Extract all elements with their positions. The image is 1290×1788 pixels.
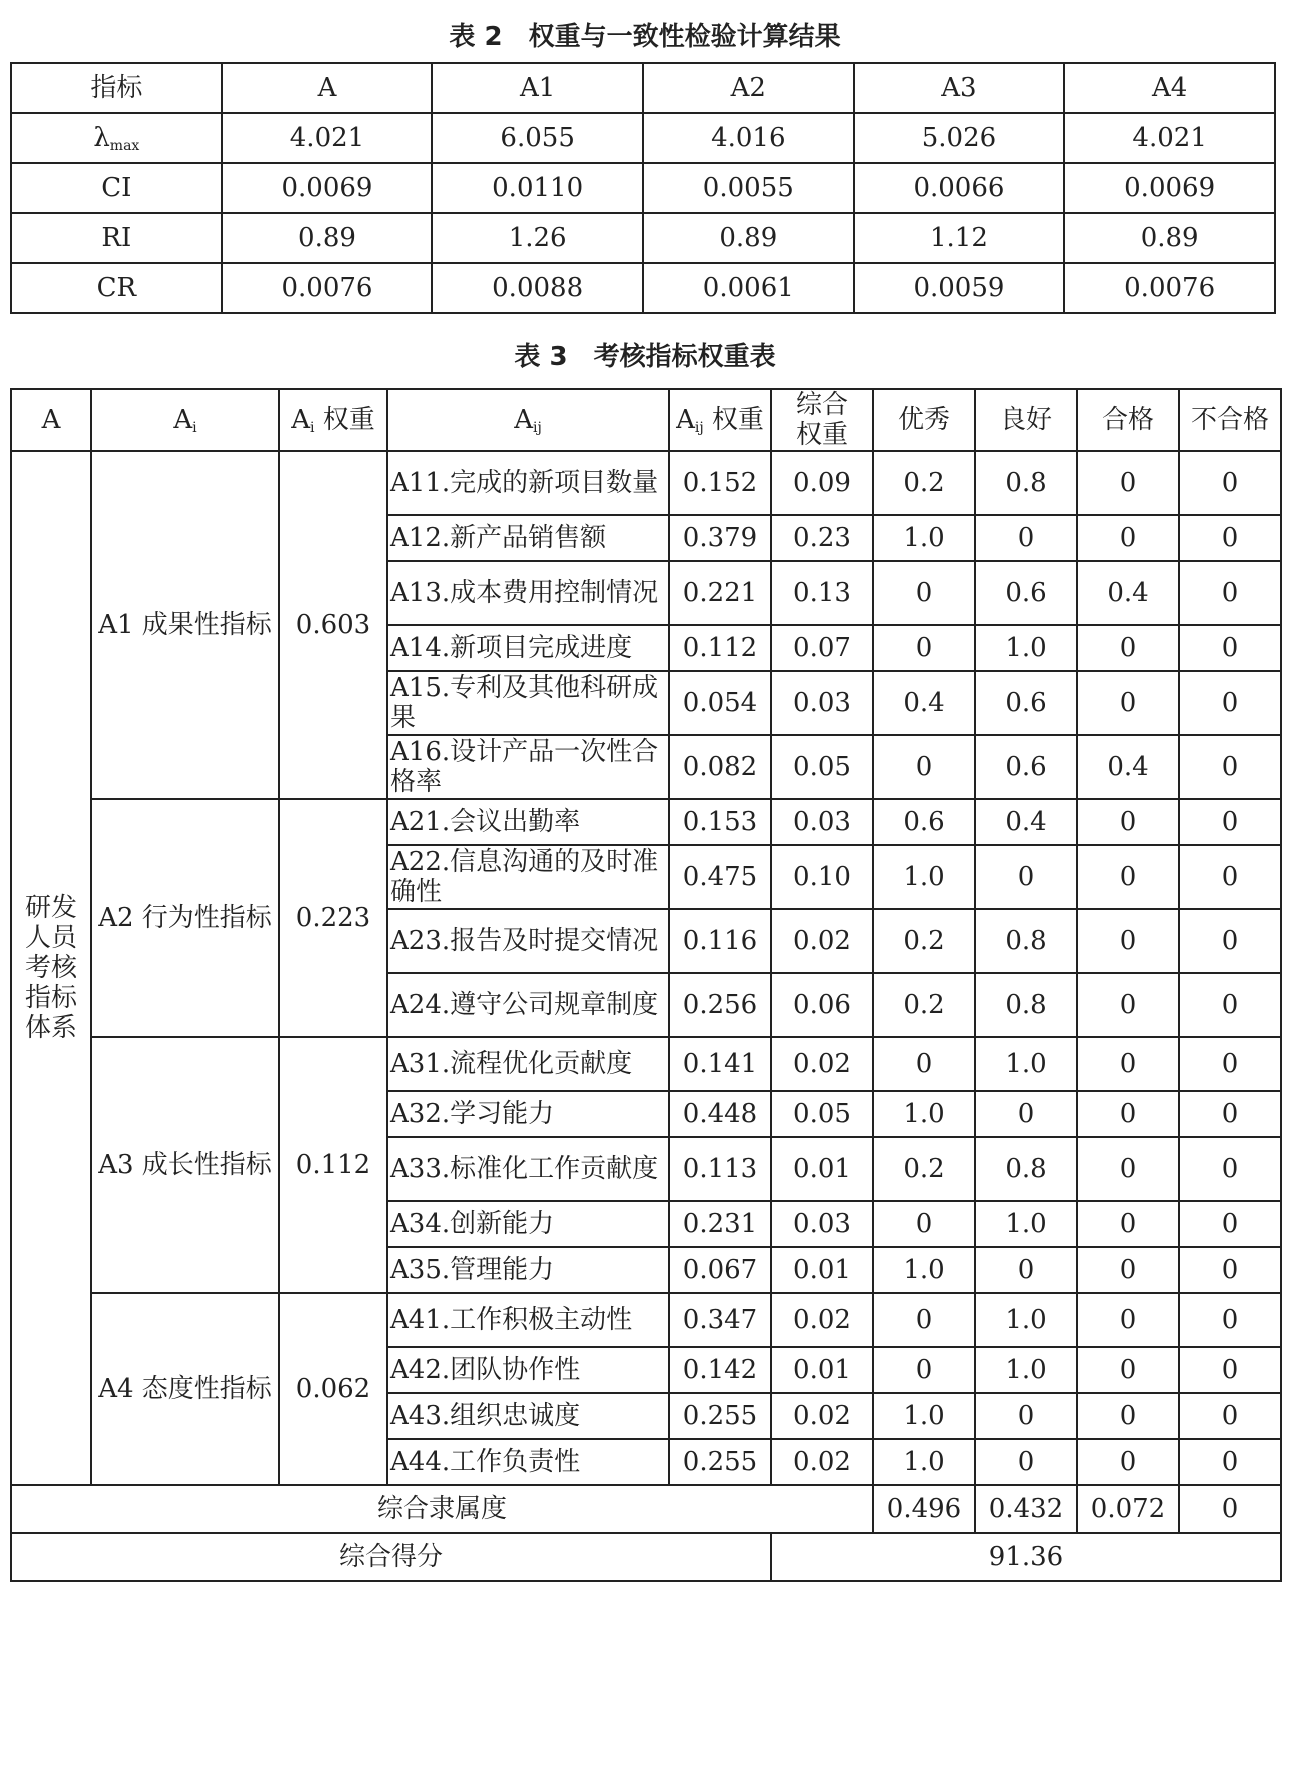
value-cell: 0.475 bbox=[669, 845, 771, 909]
value-cell: 0 bbox=[1179, 845, 1281, 909]
membership-value: 0.072 bbox=[1077, 1485, 1179, 1533]
value-cell: 0.0055 bbox=[643, 163, 854, 213]
value-cell: 0.01 bbox=[771, 1347, 873, 1393]
value-cell: 0.379 bbox=[669, 515, 771, 561]
membership-value: 0 bbox=[1179, 1485, 1281, 1533]
indicator-name-cell: A31.流程优化贡献度 bbox=[387, 1037, 669, 1091]
value-cell: 0.0076 bbox=[1064, 263, 1275, 313]
indicator-name-cell: A34.创新能力 bbox=[387, 1201, 669, 1247]
value-cell: 0.6 bbox=[873, 799, 975, 845]
indicator-name-cell: A33.标准化工作贡献度 bbox=[387, 1137, 669, 1201]
value-cell: 0 bbox=[1077, 625, 1179, 671]
value-cell: 0 bbox=[1077, 799, 1179, 845]
table-row bbox=[11, 163, 1275, 213]
value-cell: 0 bbox=[975, 1091, 1077, 1137]
group-weight-cell: 0.062 bbox=[279, 1293, 387, 1485]
value-cell: 0.6 bbox=[975, 735, 1077, 799]
value-cell: 0 bbox=[1179, 1393, 1281, 1439]
value-cell: 0.112 bbox=[669, 625, 771, 671]
value-cell: 0 bbox=[1077, 1201, 1179, 1247]
score-label: 综合得分 bbox=[11, 1533, 771, 1581]
value-cell: 1.0 bbox=[975, 1037, 1077, 1091]
value-cell: 0.02 bbox=[771, 1439, 873, 1485]
value-cell: 0 bbox=[873, 735, 975, 799]
system-label-cell bbox=[11, 451, 91, 1485]
value-cell: 0.153 bbox=[669, 799, 771, 845]
row-label: RI bbox=[11, 213, 222, 263]
value-cell: 0 bbox=[1179, 561, 1281, 625]
header-cell: A bbox=[11, 389, 91, 451]
row-label: $\lambda_{max}$ bbox=[11, 113, 222, 163]
value-cell: 1.0 bbox=[975, 1201, 1077, 1247]
value-cell: 0.05 bbox=[771, 735, 873, 799]
header-cell: A2 bbox=[643, 63, 854, 113]
row-label: CI bbox=[11, 163, 222, 213]
header-cell: A4 bbox=[1064, 63, 1275, 113]
value-cell: 0 bbox=[1179, 973, 1281, 1037]
membership-value: 0.496 bbox=[873, 1485, 975, 1533]
value-cell: 1.0 bbox=[975, 1293, 1077, 1347]
value-cell: 1.0 bbox=[873, 1393, 975, 1439]
value-cell: 0 bbox=[873, 625, 975, 671]
indicator-name-cell: A35.管理能力 bbox=[387, 1247, 669, 1293]
value-cell: 0.067 bbox=[669, 1247, 771, 1293]
value-cell: 0 bbox=[1077, 909, 1179, 973]
value-cell: 0.8 bbox=[975, 909, 1077, 973]
value-cell: 0.4 bbox=[975, 799, 1077, 845]
value-cell: 0.0069 bbox=[1064, 163, 1275, 213]
header-cell: 不合格 bbox=[1179, 389, 1281, 451]
value-cell: 1.0 bbox=[873, 845, 975, 909]
value-cell: 0.13 bbox=[771, 561, 873, 625]
indicator-name-cell: A14.新项目完成进度 bbox=[387, 625, 669, 671]
header-cell: A bbox=[222, 63, 433, 113]
value-cell: 1.0 bbox=[873, 1247, 975, 1293]
weight-consistency-table bbox=[10, 62, 1276, 314]
value-cell: 0 bbox=[1077, 973, 1179, 1037]
value-cell: 6.055 bbox=[432, 113, 643, 163]
group-name-cell bbox=[91, 799, 279, 1037]
indicator-name-cell: A15.专利及其他科研成果 bbox=[387, 671, 669, 735]
header-cell: $A_i$ bbox=[91, 389, 279, 451]
membership-row bbox=[11, 1485, 1281, 1533]
value-cell: 0.89 bbox=[643, 213, 854, 263]
group-name: A1 成果性指标 bbox=[98, 610, 272, 640]
value-cell: 0 bbox=[1179, 735, 1281, 799]
indicator-name-cell: A21.会议出勤率 bbox=[387, 799, 669, 845]
value-cell: 1.26 bbox=[432, 213, 643, 263]
value-cell: 0.6 bbox=[975, 561, 1077, 625]
value-cell: 0.01 bbox=[771, 1137, 873, 1201]
value-cell: 0.8 bbox=[975, 1137, 1077, 1201]
value-cell: 0.347 bbox=[669, 1293, 771, 1347]
value-cell: 0.02 bbox=[771, 1293, 873, 1347]
value-cell: 0.05 bbox=[771, 1091, 873, 1137]
value-cell: 0.23 bbox=[771, 515, 873, 561]
value-cell: 0 bbox=[1077, 1347, 1179, 1393]
table3-header-row bbox=[11, 389, 1281, 451]
value-cell: 1.0 bbox=[975, 625, 1077, 671]
value-cell: 0 bbox=[873, 561, 975, 625]
value-cell: 0 bbox=[873, 1037, 975, 1091]
value-cell: 0 bbox=[1179, 1247, 1281, 1293]
value-cell: 0.141 bbox=[669, 1037, 771, 1091]
table-row bbox=[11, 451, 1281, 515]
group-name-cell bbox=[91, 451, 279, 799]
header-cell: 合格 bbox=[1077, 389, 1179, 451]
value-cell: 0.0066 bbox=[854, 163, 1065, 213]
header-cell: A1 bbox=[432, 63, 643, 113]
value-cell: 0.152 bbox=[669, 451, 771, 515]
value-cell: 0 bbox=[1179, 1137, 1281, 1201]
indicator-name-cell: A13.成本费用控制情况 bbox=[387, 561, 669, 625]
value-cell: 0 bbox=[1179, 625, 1281, 671]
value-cell: 0 bbox=[975, 1247, 1077, 1293]
value-cell: 0.448 bbox=[669, 1091, 771, 1137]
value-cell: 5.026 bbox=[854, 113, 1065, 163]
indicator-name-cell: A16.设计产品一次性合格率 bbox=[387, 735, 669, 799]
value-cell: 0.89 bbox=[222, 213, 433, 263]
indicator-name-cell: A12.新产品销售额 bbox=[387, 515, 669, 561]
indicator-name-cell: A23.报告及时提交情况 bbox=[387, 909, 669, 973]
value-cell: 0.2 bbox=[873, 1137, 975, 1201]
header-cell: 指标 bbox=[11, 63, 222, 113]
value-cell: 0.2 bbox=[873, 451, 975, 515]
table-row bbox=[11, 113, 1275, 163]
system-label: 研发人员考核指标体系 bbox=[24, 893, 77, 1043]
indicator-weight-table bbox=[10, 388, 1282, 1582]
value-cell: 0.2 bbox=[873, 973, 975, 1037]
header-cell: A3 bbox=[854, 63, 1065, 113]
value-cell: 0 bbox=[1077, 1393, 1179, 1439]
value-cell: 0.256 bbox=[669, 973, 771, 1037]
value-cell: 0.0088 bbox=[432, 263, 643, 313]
group-weight-cell: 0.603 bbox=[279, 451, 387, 799]
value-cell: 0.082 bbox=[669, 735, 771, 799]
header-cell: $A_i$ 权重 bbox=[279, 389, 387, 451]
value-cell: 0 bbox=[873, 1347, 975, 1393]
indicator-name-cell: A22.信息沟通的及时准确性 bbox=[387, 845, 669, 909]
group-weight-cell: 0.112 bbox=[279, 1037, 387, 1293]
value-cell: 0.0110 bbox=[432, 163, 643, 213]
value-cell: 0.221 bbox=[669, 561, 771, 625]
indicator-name-cell: A24.遵守公司规章制度 bbox=[387, 973, 669, 1037]
value-cell: 0 bbox=[1179, 1439, 1281, 1485]
indicator-name-cell: A11.完成的新项目数量 bbox=[387, 451, 669, 515]
value-cell: 0 bbox=[1077, 1037, 1179, 1091]
value-cell: 0.0076 bbox=[222, 263, 433, 313]
value-cell: 0 bbox=[975, 845, 1077, 909]
value-cell: 0 bbox=[1179, 799, 1281, 845]
value-cell: 0 bbox=[1179, 515, 1281, 561]
value-cell: 0.255 bbox=[669, 1393, 771, 1439]
value-cell: 0.89 bbox=[1064, 213, 1275, 263]
indicator-name-cell: A44.工作负责性 bbox=[387, 1439, 669, 1485]
value-cell: 4.016 bbox=[643, 113, 854, 163]
group-name-cell bbox=[91, 1293, 279, 1485]
table-row bbox=[11, 799, 1281, 845]
value-cell: 0 bbox=[1077, 1293, 1179, 1347]
value-cell: 0 bbox=[1179, 1037, 1281, 1091]
value-cell: 0.8 bbox=[975, 973, 1077, 1037]
indicator-name-cell: A32.学习能力 bbox=[387, 1091, 669, 1137]
table-row bbox=[11, 263, 1275, 313]
value-cell: 1.0 bbox=[873, 1439, 975, 1485]
score-value: 91.36 bbox=[771, 1533, 1281, 1581]
value-cell: 4.021 bbox=[222, 113, 433, 163]
value-cell: 1.0 bbox=[873, 1091, 975, 1137]
header-cell: $A_{ij}$ bbox=[387, 389, 669, 451]
value-cell: 0.02 bbox=[771, 909, 873, 973]
row-label: CR bbox=[11, 263, 222, 313]
score-row bbox=[11, 1533, 1281, 1581]
value-cell: 0.02 bbox=[771, 1393, 873, 1439]
value-cell: 1.0 bbox=[873, 515, 975, 561]
value-cell: 0.02 bbox=[771, 1037, 873, 1091]
value-cell: 1.12 bbox=[854, 213, 1065, 263]
header-cell: 综合权重 bbox=[771, 389, 873, 451]
group-name: A3 成长性指标 bbox=[98, 1150, 272, 1180]
value-cell: 0.4 bbox=[1077, 561, 1179, 625]
value-cell: 0 bbox=[873, 1201, 975, 1247]
value-cell: 0.4 bbox=[873, 671, 975, 735]
value-cell: 0 bbox=[1179, 909, 1281, 973]
value-cell: 0.142 bbox=[669, 1347, 771, 1393]
value-cell: 0.113 bbox=[669, 1137, 771, 1201]
value-cell: 0 bbox=[1077, 671, 1179, 735]
value-cell: 0.0061 bbox=[643, 263, 854, 313]
table-row bbox=[11, 1037, 1281, 1091]
value-cell: 0.01 bbox=[771, 1247, 873, 1293]
value-cell: 0 bbox=[1179, 451, 1281, 515]
value-cell: 0 bbox=[1077, 1247, 1179, 1293]
value-cell: 0.231 bbox=[669, 1201, 771, 1247]
group-name: A4 态度性指标 bbox=[98, 1374, 272, 1404]
indicator-name-cell: A41.工作积极主动性 bbox=[387, 1293, 669, 1347]
value-cell: 0.10 bbox=[771, 845, 873, 909]
value-cell: 4.021 bbox=[1064, 113, 1275, 163]
value-cell: 0 bbox=[975, 1439, 1077, 1485]
value-cell: 0 bbox=[1077, 451, 1179, 515]
value-cell: 0 bbox=[1077, 515, 1179, 561]
value-cell: 0 bbox=[1077, 1137, 1179, 1201]
indicator-name-cell: A43.组织忠诚度 bbox=[387, 1393, 669, 1439]
value-cell: 0 bbox=[1077, 1439, 1179, 1485]
membership-label: 综合隶属度 bbox=[11, 1485, 873, 1533]
value-cell: 0.09 bbox=[771, 451, 873, 515]
header-cell: 良好 bbox=[975, 389, 1077, 451]
value-cell: 0 bbox=[975, 515, 1077, 561]
group-name-cell bbox=[91, 1037, 279, 1293]
value-cell: 0 bbox=[1179, 1091, 1281, 1137]
value-cell: 0.07 bbox=[771, 625, 873, 671]
value-cell: 0.03 bbox=[771, 799, 873, 845]
value-cell: 0.2 bbox=[873, 909, 975, 973]
value-cell: 1.0 bbox=[975, 1347, 1077, 1393]
value-cell: 0.054 bbox=[669, 671, 771, 735]
value-cell: 0 bbox=[1179, 1347, 1281, 1393]
value-cell: 0.116 bbox=[669, 909, 771, 973]
value-cell: 0 bbox=[1179, 671, 1281, 735]
group-name: A2 行为性指标 bbox=[98, 903, 272, 933]
table2-caption: 表 2 权重与一致性检验计算结果 bbox=[449, 22, 841, 52]
value-cell: 0.0069 bbox=[222, 163, 433, 213]
value-cell: 0 bbox=[1179, 1293, 1281, 1347]
value-cell: 0.03 bbox=[771, 671, 873, 735]
table-row bbox=[11, 1293, 1281, 1347]
value-cell: 0.06 bbox=[771, 973, 873, 1037]
table2-header-row bbox=[11, 63, 1275, 113]
value-cell: 0 bbox=[873, 1293, 975, 1347]
value-cell: 0.8 bbox=[975, 451, 1077, 515]
value-cell: 0.03 bbox=[771, 1201, 873, 1247]
indicator-name-cell: A42.团队协作性 bbox=[387, 1347, 669, 1393]
value-cell: 0 bbox=[1179, 1201, 1281, 1247]
value-cell: 0 bbox=[1077, 1091, 1179, 1137]
group-weight-cell: 0.223 bbox=[279, 799, 387, 1037]
membership-value: 0.432 bbox=[975, 1485, 1077, 1533]
table3-caption: 表 3 考核指标权重表 bbox=[514, 342, 776, 372]
value-cell: 0.4 bbox=[1077, 735, 1179, 799]
value-cell: 0.255 bbox=[669, 1439, 771, 1485]
value-cell: 0 bbox=[1077, 845, 1179, 909]
header-cell: $A_{ij}$ 权重 bbox=[669, 389, 771, 451]
table-row bbox=[11, 213, 1275, 263]
value-cell: 0.6 bbox=[975, 671, 1077, 735]
value-cell: 0 bbox=[975, 1393, 1077, 1439]
value-cell: 0.0059 bbox=[854, 263, 1065, 313]
header-cell: 优秀 bbox=[873, 389, 975, 451]
